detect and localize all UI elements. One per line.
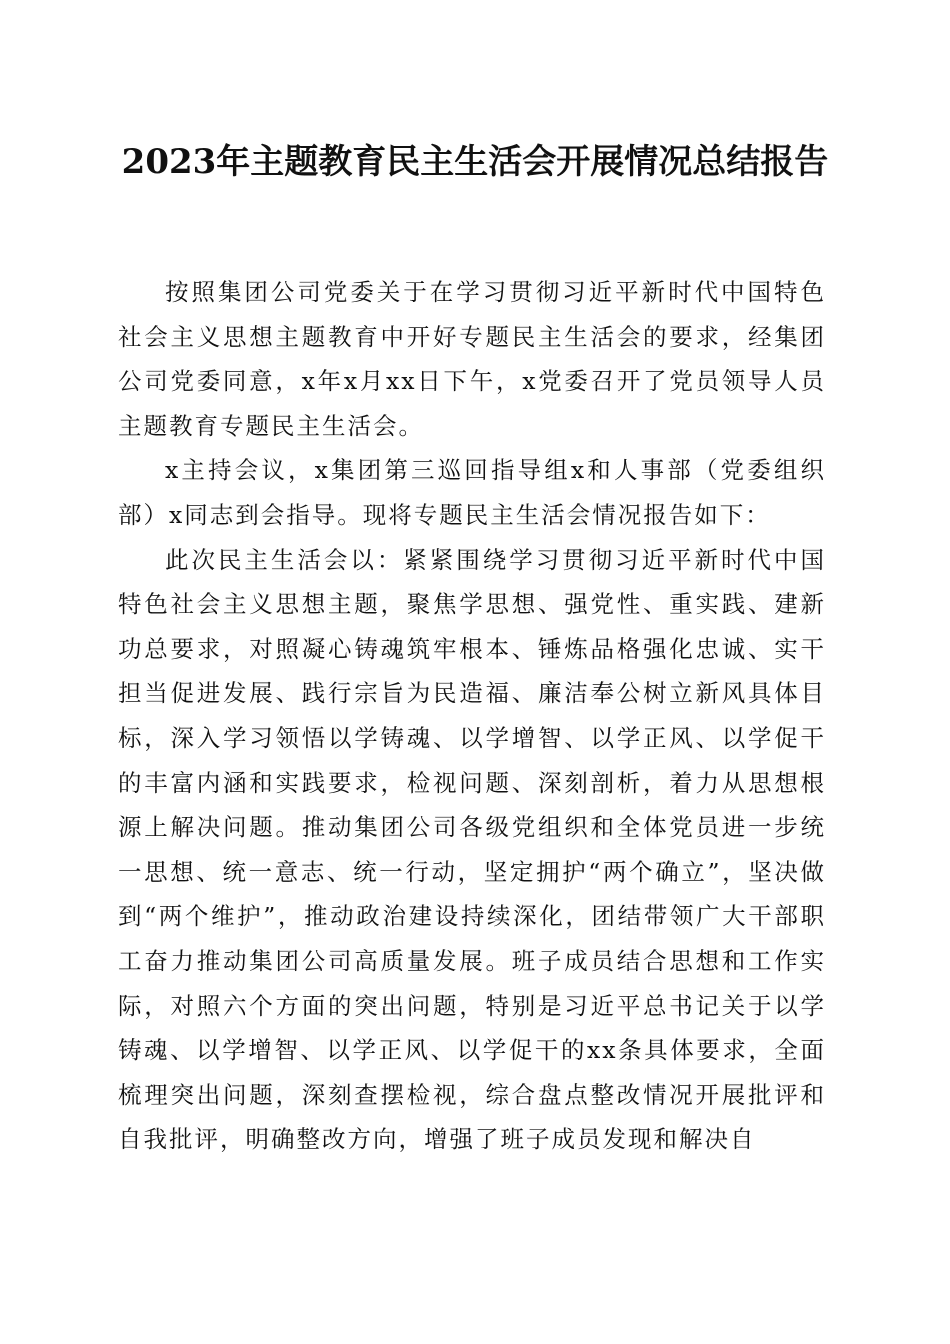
paragraph-meeting-background: 按照集团公司党委关于在学习贯彻习近平新时代中国特色社会主义思想主题教育中开好专题民主生活会的要求，经集团公司党委同意，x年x月xx日下午，x党委召开了党员领导人员主题教育专题民主生活会。: [118, 278, 826, 440]
document-title: 2023年主题教育民主生活会开展情况总结报告: [121, 142, 829, 182]
paragraph-meeting-host: x主持会议，x集团第三巡回指导组x和人事部（党委组织部）x同志到会指导。现将专题民主生活会情况报告如下：: [118, 456, 826, 529]
document-body: [118, 270, 826, 1162]
paragraph-meeting-content: 此次民主生活会以：紧紧围绕学习贯彻习近平新时代中国特色社会主义思想主题，聚焦学思想、强党性、重实践、建新功总要求，对照凝心铸魂筑牢根本、锤炼品格强化忠诚、实干担当促进发展、践行宗旨为民造福、廉洁奉公树立新风具体目标，深入学习领悟以学铸魂、以学增智、以学正风、以学促干的丰富内涵和实践要求，检视问题、深刻剖析，着力从思想根源上解决问题。推动集团公司各级党组织和全体党员进一步统一思想、统一意志、统一行动，坚定拥护“两个确立”，坚决做到“两个维护”，推动政治建设持续深化，团结带领广大干部职工奋力推动集团公司高质量发展。班子成员结合思想和工作实际，对照六个方面的突出问题，特别是习近平总书记关于以学铸魂、以学增智、以学正风、以学促干的xx条具体要求，全面梳理突出问题，深刻查摆检视，综合盘点整改情况开展批评和自我批评，明确整改方向，增强了班子成员发现和解决自: [118, 545, 826, 1154]
